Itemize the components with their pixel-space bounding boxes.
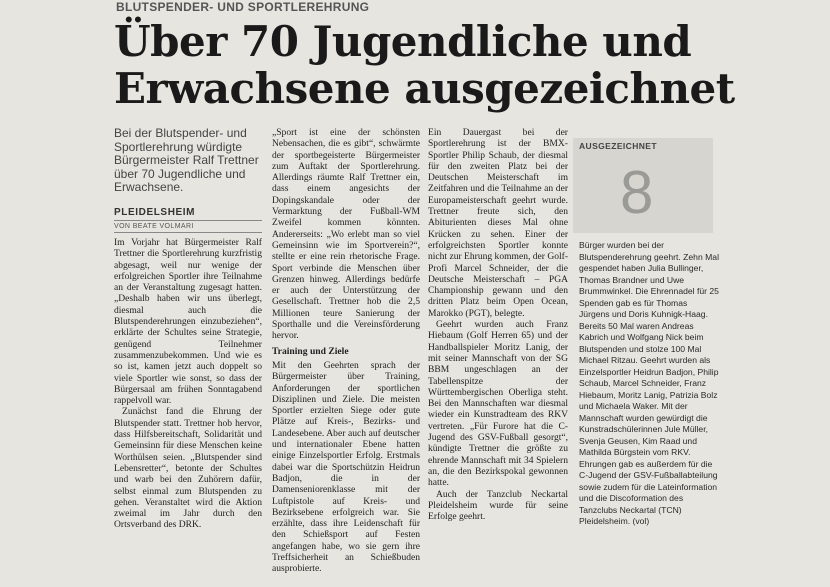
article-intro: Bei der Blutspender- und Sportlerehrung würdigte Bürgermeister Ralf Trettner über 70 Jugendliche und Erwachsene. xyxy=(114,126,259,194)
paragraph: Ein Dauergast bei der Sportlerehrung ist der BMX-Sportler Philip Schaub, der diesmal für den zweiten Platz bei der Deutschen Meisterschaft im Zeitfahren und die Teilnahme an der Europameisterschaft geehrt wurde. Trettner freute sich, den Abiturienten dieses Mal ohne Krücken zu sehen. Einer der erfolgreichsten Sportler konnte nicht zur Ehrung kommen, der Golf-Profi Marcel Schneider, der die Deutsche Meisterschaft – PGA Championship gewann und den dritten Platz beim Open Ocean, Marokko (PGT), belegte. xyxy=(428,127,568,319)
paragraph: Zunächst fand die Ehrung der Blutspender statt. Trettner hob hervor, dass Hilfsbereitschaft, Solidarität und Gemeinsinn für diese Menschen keine Worthülsen seien. „Blutspender sind Lebensretter“, betonte der Schultes und warb bei den Zuhörern dafür, selbst einmal zum Blutspenden zu gehen. Veranstaltet wird die Aktion zweimal im Jahr durch den Ortsverband des DRK. xyxy=(114,406,262,531)
paragraph: Geehrt wurden auch Franz Hiebaum (Golf Herren 65) und der Handballspieler Moritz Lanig, der mit seiner Mannschaft von der SG BBM ungeschlagen an der Tabellenspitze der Württembergischen Oberliga steht. Bei den Mannschaften war diesmal wieder ein Kunstradteam des RKV vertreten. „Für Furore hat die C-Jugend des GSV-Fußball gesorgt“, kündigte Trettner die größte zu ehrende Mannschaft mit 34 Spielern an, die den Bezirkspokal gewonnen hatte. xyxy=(428,319,568,489)
article-headline: Über 70 Jugendliche und Erwachsene ausgezeichnet xyxy=(114,17,735,113)
subheading: Training und Ziele xyxy=(272,345,349,357)
dateline-place: PLEIDELSHEIM xyxy=(114,207,196,218)
paragraph: Auch der Tanzclub Neckartal Pleidelsheim wurde für seine Erfolge geehrt. xyxy=(428,488,568,523)
article-column-3 xyxy=(428,127,568,522)
paragraph: „Sport ist eine der schönsten Nebensachen, die es gibt“, schwärmte der sportbegeisterte Bürgermeister zum Auftakt der Sportlerehrung. Allerdings räumte Ralf Trettner ein, dass einem angesichts der Dopingskandale oder der Vermarktung der Fußball-WM Zweifel kommen könnten. Andererseits: „Wo erlebt man so viel Gemeinsinn wie im Sportverein?“, stellte er eine rein rhetorische Frage. Sport verbinde die Menschen über Grenzen hinweg. Allerdings bedürfe er auch der Unterstützung der Gesellschaft. Trettner hob die 2,5 Millionen teure Sanierung der Sporthalle und die Vereinsförderung hervor. xyxy=(272,127,420,342)
article-column-1 xyxy=(114,237,262,531)
divider xyxy=(114,232,262,233)
infobox-text: Bürger wurden bei der Blutspenderehrung geehrt. Zehn Mal gespendet haben Julia Bullinger, Thomas Brandner und Uwe Brummwinkel. Die Ehrennadel für 25 Spenden gab es für Thomas Jürgens und Doris Kuhnigk-Haag. Bereits 50 Mal waren Andreas Kabrich und Wolfgang Nick beim Blutspenden und stolze 100 Mal Michael Ritzau. Geehrt wurden als Einzelsportler Heidrun Badjon, Philip Schaub, Marcel Schneider, Franz Hiebaum, Moritz Lanig, Patrizia Bolz und Michaela Waker. Mit der Mannschaft wurden gewürdigt die Kunstradschülerinnen Jule Müller, Svenja Geusen, Kim Raad und Mathilda Bürgstein vom RKV. Ehrungen gab es außerdem für die C-Jugend der GSV-Fußballabteilung sowie zudem für die Lateinformation und die Discoformation des Tanzclubs Neckartal (TCN) Pleidelsheim. (vol) xyxy=(579,240,719,526)
infobox-label: AUSGEZEICHNET xyxy=(579,141,657,151)
paragraph: Im Vorjahr hat Bürgermeister Ralf Trettner die Sportlerehrung kurzfristig abgesagt, weil nur wenige der erfolgreichen Sportler ihre Teilnahme an der Veranstaltung zugesagt hatten. „Deshalb haben wir uns überlegt, diesmal auch die Blutspenderehrungen einzubeziehen“, erklärte der Schultes seine Strategie, genügend Teilnehmer zusammenzubekommen. Und wie es so ist, kamen jetzt auch doppelt so viele Sportler wie sonst, so dass der Bürgersaal am frühen Sonntagabend rappelvoll war. xyxy=(114,237,262,407)
author-byline: VON BEATE VOLMARI xyxy=(114,223,194,230)
article-column-2 xyxy=(272,127,420,575)
divider xyxy=(114,220,262,221)
infobox-number: 8 xyxy=(620,159,654,226)
paragraph: Mit den Geehrten sprach der Bürgermeister über Training, Anforderungen der sportlichen Disziplinen und Ziele. Die meisten Sportler erzielten Siege oder gute Plätze auf Kreis-, Bezirks- und Landesebene. Aber auch auf deutscher und internationaler Ebene hatten einige Einzelsportler Erfolg. Erstmals dabei war die Sportschützin Heidrun Badjon, die in der Damenseniorenklasse mit der Luftpistole auf Kreis- und Bezirksebene erfolgreich war. Sie erzählte, dass ihre Leidenschaft für den Schießsport auf Festen angefangen habe, wo sie gern ihre Treffsicherheit an Schießbuden ausprobierte. xyxy=(272,359,420,575)
article-kicker: BLUTSPENDER- UND SPORTLEREHRUNG xyxy=(116,0,370,14)
